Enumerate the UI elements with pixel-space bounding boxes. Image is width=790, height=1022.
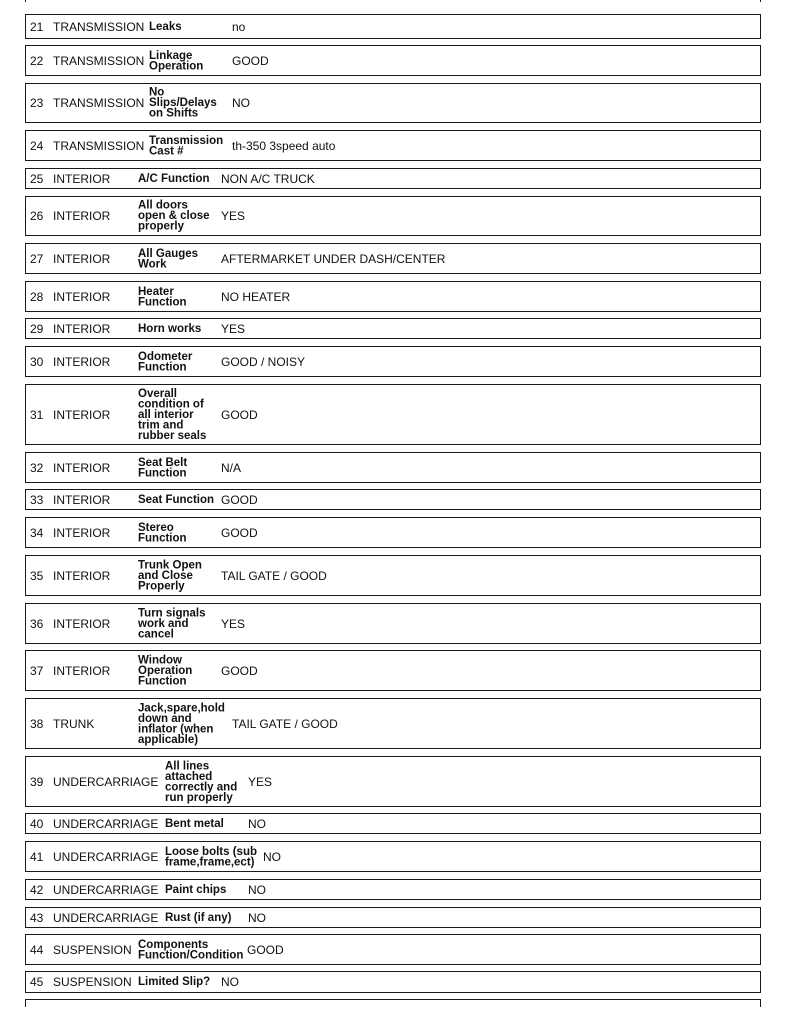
row-value: YES: [221, 616, 246, 631]
row-item: Overall condition of all interior trim and rubber seals: [138, 387, 207, 442]
table-row: [25, 83, 761, 123]
row-value: NO: [248, 882, 266, 897]
row-number: 24: [30, 138, 44, 153]
row-value: GOOD: [221, 663, 258, 678]
row-item: Loose bolts (sub frame,frame,ect): [165, 844, 257, 869]
row-item: Components Function/Condition: [138, 937, 244, 962]
row-value: GOOD: [232, 53, 269, 68]
row-item: Leaks: [149, 20, 182, 33]
row-number: 32: [30, 460, 44, 475]
row-value: GOOD: [221, 492, 258, 507]
table-row: [25, 813, 761, 834]
row-value: NO: [248, 816, 266, 831]
row-item: Seat Belt Function: [138, 455, 188, 480]
previous-row-edge: [25, 0, 761, 2]
table-row: [25, 489, 761, 510]
table-row: [25, 971, 761, 993]
row-number: 33: [30, 492, 44, 507]
row-value: NO HEATER: [221, 289, 291, 304]
row-number: 43: [30, 910, 44, 925]
table-row: [25, 907, 761, 928]
row-category: TRANSMISSION: [53, 19, 145, 34]
row-category: UNDERCARRIAGE: [53, 774, 159, 789]
table-row: [25, 281, 761, 312]
row-item: Transmission Cast #: [149, 133, 224, 158]
row-item: Odometer Function: [138, 349, 193, 374]
row-value: GOOD: [221, 525, 258, 540]
row-value: NO: [248, 910, 266, 925]
row-value: NO: [232, 96, 250, 110]
row-value: YES: [248, 774, 273, 789]
table-row: [25, 196, 761, 236]
row-number: 27: [30, 251, 44, 266]
row-number: 40: [30, 816, 44, 831]
table-row: [25, 603, 761, 644]
row-number: 36: [30, 616, 44, 631]
row-item: All Gauges Work: [138, 246, 199, 271]
row-category: UNDERCARRIAGE: [53, 882, 159, 897]
row-category: INTERIOR: [53, 407, 111, 422]
next-row-edge: [25, 999, 761, 1007]
row-item: All doors open & close properly: [138, 199, 210, 233]
table-row: [25, 384, 761, 445]
row-value: NO: [221, 975, 239, 989]
table-row: [25, 650, 761, 691]
row-number: 37: [30, 663, 44, 678]
row-category: SUSPENSION: [53, 975, 132, 989]
row-number: 41: [30, 849, 44, 864]
table-row: [25, 517, 761, 548]
row-category: INTERIOR: [53, 251, 111, 266]
row-value: NO: [263, 849, 281, 864]
row-item: Limited Slip?: [138, 975, 211, 989]
row-item: Trunk Open and Close Properly: [138, 558, 202, 593]
table-row: [25, 243, 761, 274]
row-number: 39: [30, 774, 44, 789]
row-value: th-350 3speed auto: [232, 138, 336, 153]
row-category: INTERIOR: [53, 171, 111, 186]
row-number: 34: [30, 525, 44, 540]
row-category: UNDERCARRIAGE: [53, 816, 159, 831]
row-item: All lines attached correctly and run properly: [165, 759, 238, 804]
row-item: Rust (if any): [165, 911, 232, 924]
row-category: INTERIOR: [53, 321, 111, 336]
table-row: [25, 879, 761, 900]
row-item: Window Operation Function: [138, 653, 193, 688]
row-number: 28: [30, 289, 44, 304]
row-number: 26: [30, 209, 44, 223]
row-number: 38: [30, 716, 44, 731]
row-item: Horn works: [138, 322, 202, 335]
row-number: 25: [30, 171, 44, 186]
row-number: 42: [30, 882, 44, 897]
row-item: Seat Function: [138, 493, 215, 506]
row-number: 35: [30, 568, 44, 583]
row-item: Stereo Function: [138, 520, 187, 545]
table-row: [25, 168, 761, 189]
row-category: SUSPENSION: [53, 942, 132, 957]
row-number: 45: [30, 975, 44, 989]
row-number: 44: [30, 942, 44, 957]
row-value: YES: [221, 209, 246, 223]
row-category: TRANSMISSION: [53, 96, 145, 110]
row-number: 31: [30, 407, 44, 422]
row-category: TRUNK: [53, 716, 95, 731]
table-row: [25, 934, 761, 965]
table-row: [25, 841, 761, 872]
row-number: 29: [30, 321, 44, 336]
row-category: INTERIOR: [53, 460, 111, 475]
row-category: INTERIOR: [53, 663, 111, 678]
row-item: Turn signals work and cancel: [138, 606, 206, 641]
row-number: 22: [30, 53, 44, 68]
row-number: 23: [30, 96, 44, 110]
row-category: INTERIOR: [53, 616, 111, 631]
row-number: 30: [30, 354, 44, 369]
row-category: INTERIOR: [53, 568, 111, 583]
table-row: [25, 346, 761, 377]
row-item: Jack,spare,hold down and inflator (when applicable): [138, 701, 225, 746]
row-item: Paint chips: [165, 883, 227, 896]
table-row: [25, 45, 761, 76]
row-category: TRANSMISSION: [53, 138, 145, 153]
row-value: GOOD: [247, 942, 284, 957]
row-value: GOOD / NOISY: [221, 354, 306, 369]
row-category: TRANSMISSION: [53, 53, 145, 68]
row-number: 21: [30, 19, 44, 34]
row-value: YES: [221, 321, 246, 336]
row-category: INTERIOR: [53, 209, 111, 223]
table-row: [25, 318, 761, 339]
row-value: GOOD: [221, 407, 258, 422]
row-item: No Slips/Delays on Shifts: [149, 86, 217, 120]
row-value: AFTERMARKET UNDER DASH/CENTER: [221, 251, 446, 266]
row-value: N/A: [221, 460, 242, 475]
table-row: [25, 14, 761, 39]
row-item: A/C Function: [138, 172, 210, 185]
row-category: INTERIOR: [53, 354, 111, 369]
table-row: [25, 130, 761, 161]
row-value: TAIL GATE / GOOD: [221, 568, 327, 583]
table-row: [25, 555, 761, 596]
row-item: Heater Function: [138, 284, 187, 309]
row-category: UNDERCARRIAGE: [53, 849, 159, 864]
table-row: [25, 698, 761, 749]
row-value: no: [232, 19, 246, 34]
row-item: Linkage Operation: [149, 48, 204, 73]
row-category: INTERIOR: [53, 289, 111, 304]
row-category: INTERIOR: [53, 525, 111, 540]
row-value: TAIL GATE / GOOD: [232, 716, 338, 731]
row-value: NON A/C TRUCK: [221, 171, 315, 186]
table-row: [25, 756, 761, 807]
table-row: [25, 452, 761, 483]
row-category: UNDERCARRIAGE: [53, 910, 159, 925]
row-item: Bent metal: [165, 817, 224, 830]
row-category: INTERIOR: [53, 492, 111, 507]
